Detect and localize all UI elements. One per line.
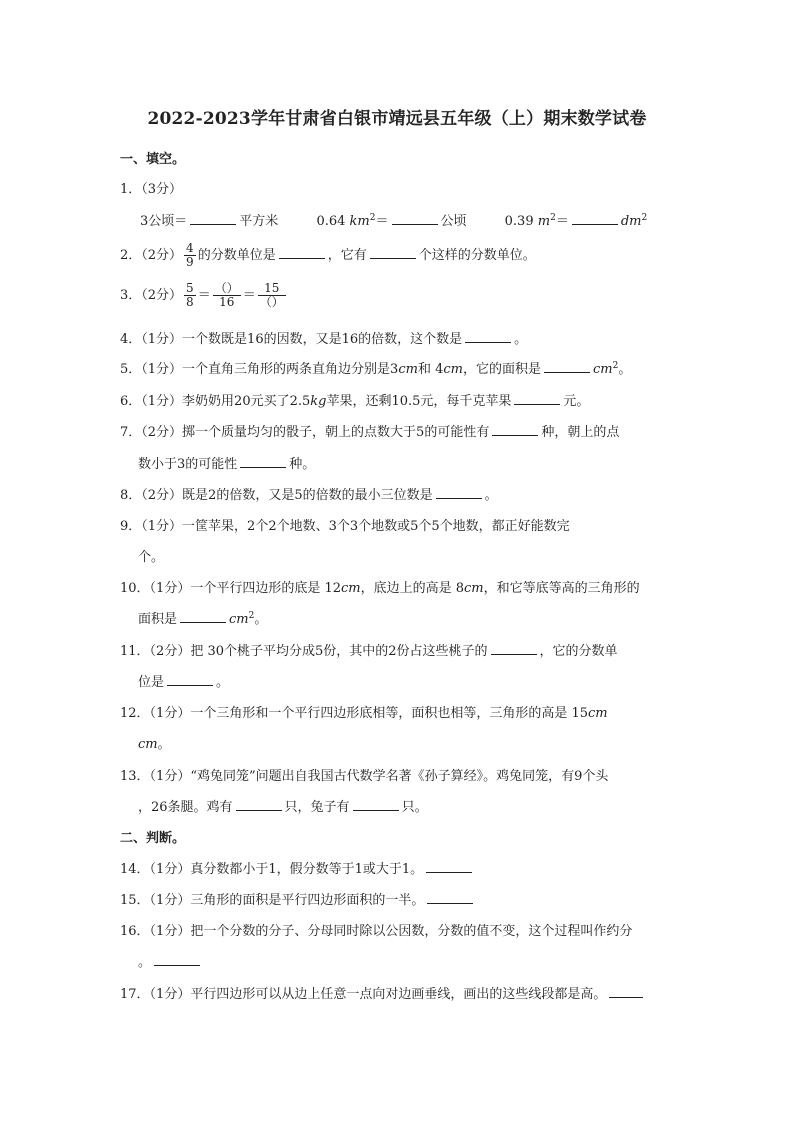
answer-blank[interactable] [370,246,416,259]
answer-blank[interactable] [465,330,511,343]
question-12-line1: 12．（1分）一个三角形和一个平行四边形底相等，面积也相等，三角形的高是 15cm [120,706,608,721]
answer-blank[interactable] [426,860,472,873]
question-10-line2: 面积是 $cm^2$。 [138,611,268,627]
question-1-head: 1．（3分） [120,182,183,197]
question-16-line2: 。 [138,951,203,970]
fraction: $\frac{5}{8}$ [186,281,194,309]
question-13-line2: ，26条腿。鸡有 只，兔子有 只。 [138,800,428,815]
question-15: 15．（1分）三角形的面积是平行四边形面积的一半。 [120,889,476,908]
answer-blank[interactable] [279,246,325,259]
question-7-line1: 7．（2分）掷一个质量均匀的骰子，朝上的点数大于5的可能性有 种，朝上的点 [120,425,620,440]
answer-blank[interactable] [353,798,399,811]
question-10-line1: 10．（1分）一个平行四边形的底是 12cm，底边上的高是 8cm，和它等底等高的三角形的 [120,581,640,596]
page-title: 2022-2023学年甘肃省白银市靖远县五年级（上）期末数学试卷 [147,109,647,129]
question-9-line1: 9．（1分）一筐苹果，2个2个地数、3个3个地数或5个5个地数，都正好能数完 [120,519,570,534]
fraction-blank[interactable]: $\frac{()}{16}$ [214,281,239,309]
question-3: 3．（2分） $\frac{5}{8}$ ＝ $\frac{()}{16}$ ＝ $\frac{15}{()}$ [120,281,284,309]
question-2: 2．（2分） $\frac{4}{9}$ 的分数单位是 ，它有 个这样的分数单位。 [120,241,536,269]
answer-blank[interactable] [436,486,482,499]
answer-blank[interactable] [167,673,213,686]
question-5: 5．（1分）一个直角三角形的两条直角边分别是3cm和 4cm，它的面积是 $cm^2$。 [120,361,632,377]
answer-blank[interactable] [572,212,618,225]
answer-blank[interactable] [190,212,236,225]
question-13-line1: 13．（1分）“鸡兔同笼”问题出自我国古代数学名著《孙子算经》。鸡兔同笼，有9个头 [120,769,609,784]
question-8: 8．（2分）既是2的倍数，又是5的倍数的最小三位数是 。 [120,488,498,503]
answer-blank[interactable] [491,642,537,655]
answer-blank[interactable] [236,798,282,811]
question-17: 17．（1分）平行四边形可以从边上任意一点向对边画垂线，画出的这些线段都是高。 [120,983,646,1002]
section-fill-in: 一、填空。 [120,152,186,167]
question-14: 14．（1分）真分数都小于1，假分数等于1或大于1。 [120,858,475,877]
fraction: $\frac{4}{9}$ [186,241,194,269]
answer-blank[interactable] [240,455,286,468]
question-11-line1: 11．（2分）把 30个桃子平均分成5份，其中的2份占这些桃子的 ，它的分数单 [120,644,618,659]
question-4: 4．（1分）一个数既是16的因数，又是16的倍数，这个数是 。 [120,332,528,347]
answer-blank[interactable] [154,953,200,966]
answer-blank[interactable] [514,392,560,405]
answer-blank[interactable] [544,360,590,373]
question-16-line1: 16．（1分）把一个分数的分子、分母同时除以公因数，分数的值不变，这个过程叫作约分 [120,924,633,939]
section-judgement: 二、判断。 [120,831,186,846]
question-9-line2: 个。 [138,550,165,565]
question-7-line2: 数小于3的可能性 种。 [138,457,316,472]
answer-blank[interactable] [392,212,438,225]
fraction-blank[interactable]: $\frac{15}{()}$ [259,281,284,309]
question-6: 6．（1分）李奶奶用20元买了2.5kg苹果，还剩10.5元，每千克苹果 元。 [120,394,590,409]
answer-blank[interactable] [427,891,473,904]
question-12-line2: cm。 [138,737,171,752]
answer-blank[interactable] [492,423,538,436]
question-11-line2: 位是 。 [138,675,230,690]
question-1-body: 3公顷＝ 平方米 0.64 $km^2=$ 公顷 0.39 $m^2= dm^2$ [140,213,648,229]
answer-blank[interactable] [180,610,226,623]
answer-blank[interactable] [609,985,643,998]
